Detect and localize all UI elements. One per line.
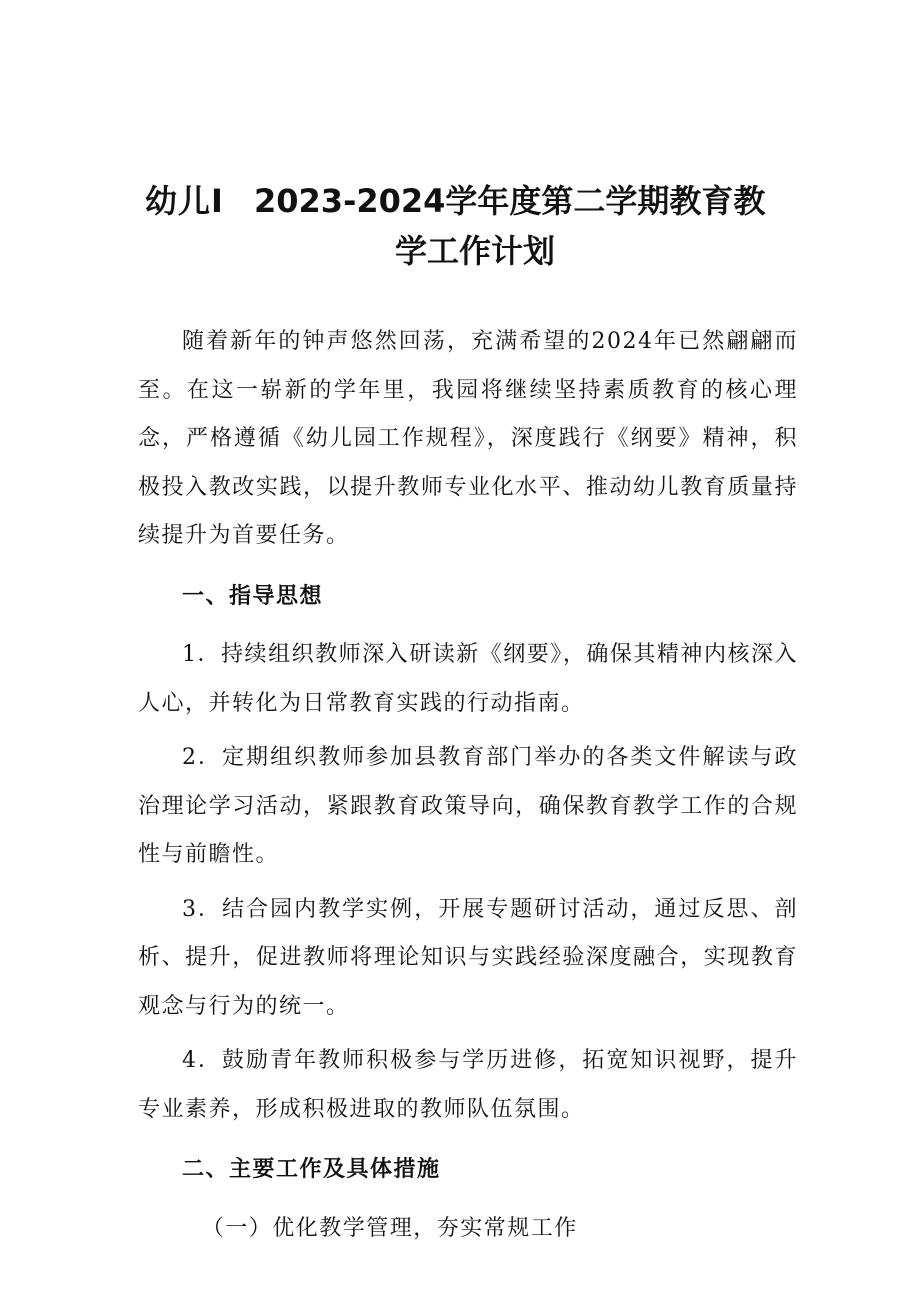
list-item-1: 1．持续组织教师深入研读新《纲要》，确保其精神内核深入人心，并转化为日常教育实践的行动指南。 [138,642,798,716]
subsection-heading-teaching-management: （一）优化教学管理，夯实常规工作 [201,1215,578,1241]
title-prefix: 幼儿I [145,182,224,220]
title-main: 2023-2024学年度第二学期教育教 [254,182,766,220]
list-item-3: 3．结合园内教学实例，开展专题研讨活动，通过反思、剖析、提升，促进教师将理论知识与实践经验深度融合，实现教育观念与行为的统一。 [138,896,798,1019]
list-item-2: 2．定期组织教师参加县教育部门举办的各类文件解读与政治理论学习活动，紧跟教育政策导向，确保教育教学工作的合规性与前瞻性。 [138,745,798,867]
document-body [138,318,798,1253]
title-line-1 [0,168,920,228]
intro-paragraph: 随着新年的钟声悠然回荡，充满希望的2024年已然翩翩而至。在这一崭新的学年里，我园将继续坚持素质教育的核心理念，严格遵循《幼儿园工作规程》，深度践行《纲要》精神，积极投入教改实践，以提升教师专业化水平、推动幼儿教育质量持续提升为首要任务。 [138,329,798,548]
title-line-2: 学工作计划 [394,232,555,270]
section-heading-main-work: 二、主要工作及具体措施 [182,1157,441,1182]
section-heading-guiding-ideology: 一、指导思想 [182,583,324,609]
list-item-4: 4．鼓励青年教师积极参与学历进修，拓宽知识视野，提升专业素养，形成积极进取的教师队伍氛围。 [138,1048,798,1122]
document-title [0,168,920,270]
